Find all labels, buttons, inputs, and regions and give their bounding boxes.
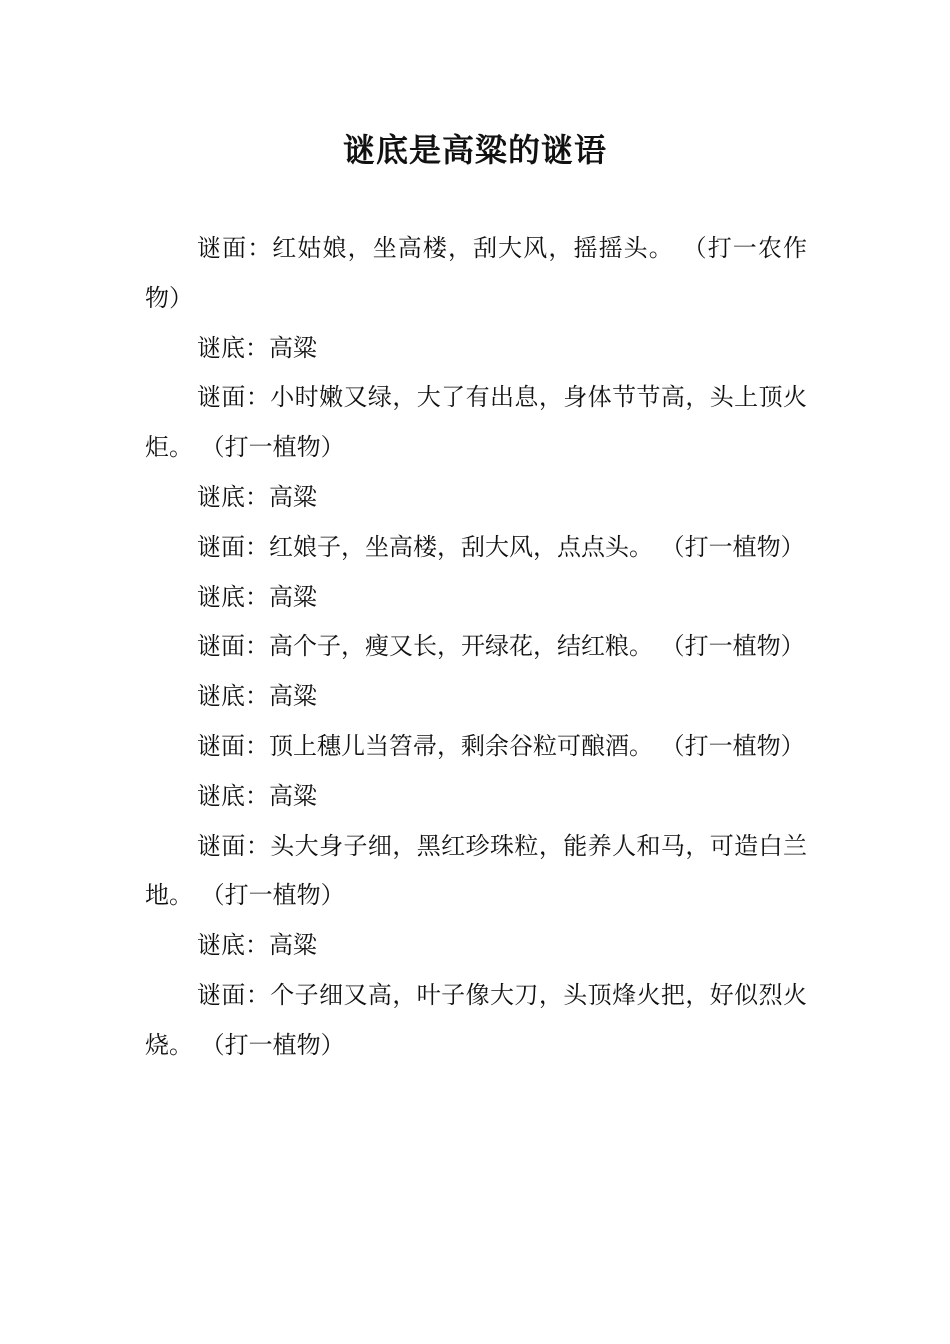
riddle-question-4: 谜面：高个子，瘦又长，开绿花，结红粮。 （打一植物） bbox=[197, 632, 805, 661]
riddle-answer-6: 谜底：高粱 bbox=[197, 931, 317, 960]
riddle-question-6: 谜面：头大身子细，黑红珍珠粒，能养人和马，可造白兰地。 （打一植物） bbox=[145, 831, 807, 910]
riddle-answer-5: 谜底：高粱 bbox=[197, 781, 317, 810]
riddle-question-5: 谜面：顶上穗儿当笤帚，剩余谷粒可酿酒。 （打一植物） bbox=[197, 731, 805, 760]
riddle-question-3: 谜面：红娘子，坐高楼，刮大风，点点头。 （打一植物） bbox=[197, 532, 805, 561]
riddle-question-1: 谜面：红姑娘，坐高楼，刮大风，摇摇头。 （打一农作物） bbox=[145, 234, 807, 312]
document-body bbox=[145, 224, 807, 1071]
riddle-answer-2: 谜底：高粱 bbox=[197, 482, 317, 511]
riddle-question-7: 谜面：个子细又高，叶子像大刀，头顶烽火把，好似烈火烧。 （打一植物） bbox=[145, 980, 807, 1059]
riddle-question-2: 谜面：小时嫩又绿，大了有出息，身体节节高，头上顶火炬。 （打一植物） bbox=[145, 383, 807, 462]
riddle-answer-3: 谜底：高粱 bbox=[197, 582, 317, 611]
riddle-answer-1: 谜底：高粱 bbox=[197, 333, 317, 362]
document-title: 谜底是高粱的谜语 bbox=[342, 131, 607, 169]
riddle-answer-4: 谜底：高粱 bbox=[197, 682, 317, 711]
